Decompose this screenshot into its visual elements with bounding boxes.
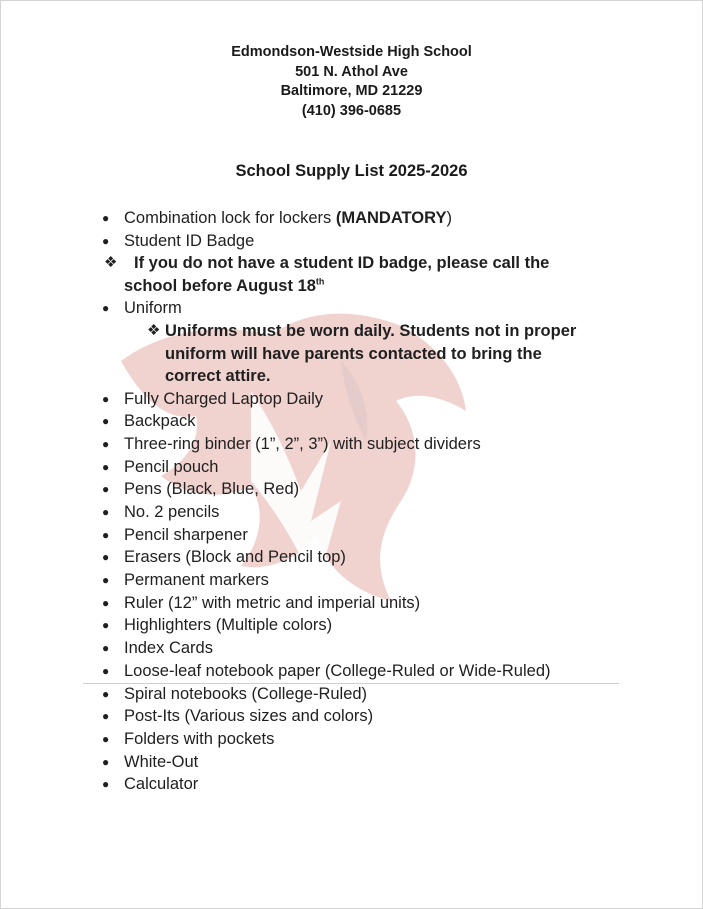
bullet-icon: ● bbox=[102, 414, 110, 429]
bullet-icon: ● bbox=[102, 663, 110, 678]
phone-number: (410) 396-0685 bbox=[301, 102, 402, 119]
list-item bbox=[1, 592, 702, 615]
diamond-bullet-icon: ❖ bbox=[104, 254, 118, 272]
bullet-icon: ● bbox=[102, 709, 110, 724]
bullet-icon: ● bbox=[102, 731, 110, 746]
list-item bbox=[1, 297, 702, 320]
page-break-rule bbox=[83, 683, 619, 684]
list-item bbox=[1, 433, 702, 456]
list-item bbox=[1, 614, 702, 637]
note-line: If you do not have a student ID badge, please call the bbox=[134, 254, 550, 273]
note-line: correct attire. bbox=[165, 367, 271, 386]
item-text: Pencil sharpener bbox=[124, 525, 248, 544]
item-text: Loose-leaf notebook paper (College-Ruled or Wide-Ruled) bbox=[124, 661, 551, 680]
note-line: Uniforms must be worn daily. Students not in proper bbox=[165, 322, 577, 341]
list-item bbox=[1, 705, 702, 728]
list-item bbox=[1, 230, 702, 253]
bullet-icon: ● bbox=[102, 641, 110, 656]
ordinal-suffix: th bbox=[315, 276, 325, 287]
item-text: Pens (Black, Blue, Red) bbox=[124, 480, 300, 499]
item-text: Uniform bbox=[124, 299, 182, 318]
address-line2: Baltimore, MD 21229 bbox=[280, 83, 423, 99]
bullet-icon: ● bbox=[102, 595, 110, 610]
item-text: Student ID Badge bbox=[124, 231, 255, 250]
list-item bbox=[1, 478, 702, 501]
id-badge-note bbox=[1, 252, 702, 297]
diamond-bullet-icon: ❖ bbox=[147, 322, 161, 340]
item-text: No. 2 pencils bbox=[124, 503, 220, 521]
item-text: Erasers (Block and Pencil top) bbox=[124, 548, 346, 567]
list-item bbox=[1, 501, 702, 524]
list-item bbox=[1, 728, 702, 751]
bullet-icon: ● bbox=[102, 686, 110, 701]
bullet-icon: ● bbox=[102, 233, 110, 248]
list-item bbox=[1, 751, 702, 774]
item-text: Combination lock for lockers bbox=[124, 209, 336, 227]
item-text: Permanent markers bbox=[124, 571, 269, 590]
list-item bbox=[1, 546, 702, 569]
item-text: Post-Its (Various sizes and colors) bbox=[124, 707, 374, 726]
list-item bbox=[1, 569, 702, 592]
bullet-icon: ● bbox=[102, 777, 110, 792]
item-text: White-Out bbox=[124, 752, 199, 771]
item-text: Index Cards bbox=[124, 639, 213, 658]
bullet-icon: ● bbox=[102, 527, 110, 542]
uniform-note bbox=[1, 320, 702, 388]
bullet-icon: ● bbox=[102, 754, 110, 769]
supply-items bbox=[1, 388, 702, 796]
bullet-icon: ● bbox=[102, 459, 110, 474]
bullet-icon: ● bbox=[102, 505, 110, 519]
item-text: Folders with pockets bbox=[124, 729, 275, 748]
school-header bbox=[1, 43, 702, 121]
item-text: Calculator bbox=[124, 775, 199, 794]
item-text: Ruler (12” with metric and imperial units) bbox=[124, 593, 421, 612]
address-line1: 501 N. Athol Ave bbox=[295, 63, 408, 80]
item-text: Spiral notebooks (College-Ruled) bbox=[124, 684, 368, 703]
school-name: Edmondson-Westside High School bbox=[231, 44, 472, 60]
list-item bbox=[1, 683, 702, 706]
list-item bbox=[1, 773, 702, 796]
bullet-icon: ● bbox=[102, 301, 110, 316]
note-line: school before August 18 bbox=[124, 276, 316, 295]
list-item bbox=[1, 456, 702, 479]
list-item bbox=[1, 524, 702, 547]
item-text: Highlighters (Multiple colors) bbox=[124, 616, 333, 635]
list-item bbox=[1, 637, 702, 660]
item-text-tail: ) bbox=[446, 209, 452, 227]
supply-list bbox=[1, 207, 702, 796]
list-item bbox=[1, 410, 702, 433]
list-item bbox=[1, 660, 702, 683]
bullet-icon: ● bbox=[102, 391, 110, 406]
bullet-icon: ● bbox=[102, 550, 110, 565]
bullet-icon: ● bbox=[102, 482, 110, 497]
mandatory-label: (MANDATORY bbox=[335, 209, 447, 227]
note-line: uniform will have parents contacted to bring the bbox=[165, 344, 542, 363]
bullet-icon: ● bbox=[102, 211, 110, 225]
list-item bbox=[1, 388, 702, 411]
item-text: Three-ring binder (1”, 2”, 3”) with subject dividers bbox=[124, 434, 481, 453]
bullet-icon: ● bbox=[102, 436, 110, 451]
item-text: Fully Charged Laptop Daily bbox=[124, 389, 324, 408]
item-text: Pencil pouch bbox=[124, 457, 219, 476]
list-item bbox=[1, 207, 702, 230]
bullet-icon: ● bbox=[102, 573, 110, 588]
bullet-icon: ● bbox=[102, 618, 110, 633]
page-title: School Supply List 2025-2026 bbox=[235, 162, 468, 180]
item-text: Backpack bbox=[124, 412, 196, 431]
